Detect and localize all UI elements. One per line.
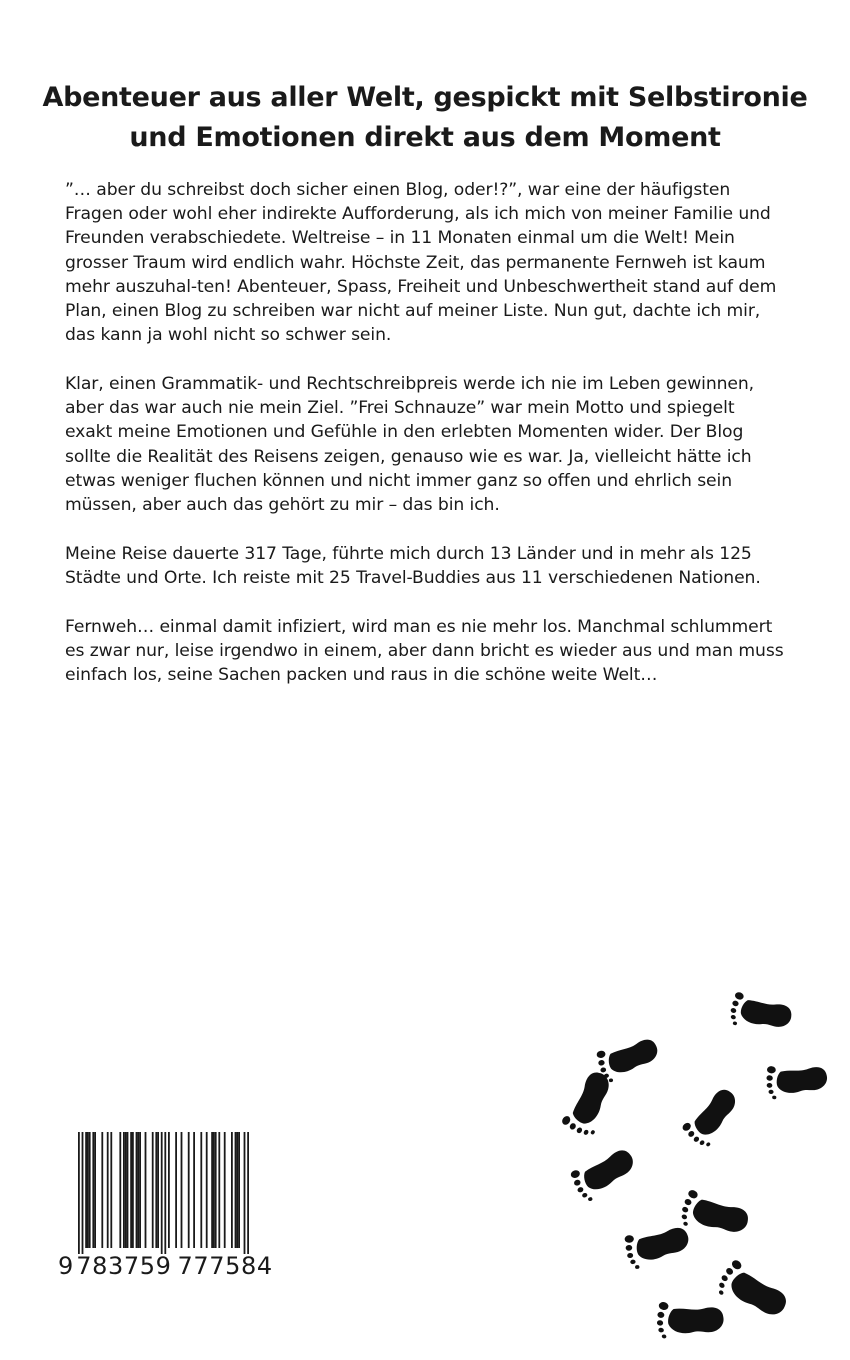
barcode-bar <box>168 1132 170 1248</box>
isbn-number <box>58 1252 273 1280</box>
blurb-paragraph-2: Klar, einen Grammatik- und Rechtschreibpreis werde ich nie im Leben gewinnen, aber das war auch nie mein Ziel. ”Frei Schnauze” war mein Motto und spiegelt exakt meine Emotionen und Gefühle in den erlebten Momenten wider. Der Blog sollte die Realität des Reisens zeigen, genauso wie es war. Ja, vielleicht hätte ich etwas weniger fluchen können und nicht immer ganz so offen und ehrlich sein müssen, aber auch das gehört zu mir – das bin ich. <box>65 373 755 515</box>
barcode-bar <box>181 1132 183 1248</box>
barcode-bar <box>155 1132 157 1248</box>
blurb-paragraph-3: Meine Reise dauerte 317 Tage, führte mich durch 13 Länder und in mehr als 125 Städte und Orte. Ich reiste mit 25 Travel-Buddies aus 11 verschiedenen Nationen. <box>65 543 761 588</box>
isbn-lead-digit: 9 <box>58 1252 74 1280</box>
barcode-bar <box>193 1132 195 1248</box>
barcode-bar <box>218 1132 220 1248</box>
barcode-bar <box>125 1132 127 1248</box>
barcode-bar <box>137 1132 139 1248</box>
barcode-bar <box>211 1132 213 1248</box>
barcode-bar <box>164 1132 166 1256</box>
barcode-bar <box>200 1132 202 1248</box>
barcode-bar <box>175 1132 177 1248</box>
barcode-bar <box>213 1132 215 1248</box>
blurb-text <box>65 178 785 687</box>
back-cover-headline <box>40 78 810 158</box>
barcode-bar <box>119 1132 121 1248</box>
footprint <box>558 1068 625 1141</box>
barcode-bar <box>247 1132 249 1256</box>
barcode-bar <box>188 1132 190 1248</box>
barcode-bar <box>110 1132 112 1248</box>
barcode-bar <box>235 1132 237 1248</box>
barcode-bar <box>236 1132 238 1248</box>
barcode-bar <box>231 1132 233 1248</box>
barcode-bar <box>130 1132 132 1248</box>
isbn-group-1: 783759 <box>76 1252 172 1280</box>
footprint <box>569 1147 641 1204</box>
barcode-bar <box>206 1132 208 1248</box>
barcode-bar <box>161 1132 163 1256</box>
barcode-bar <box>85 1132 87 1248</box>
footprint <box>624 1227 691 1270</box>
barcode-bar <box>82 1132 84 1256</box>
headline-line-1: Abenteuer aus aller Welt, gespickt mit Selbstironie <box>42 82 808 113</box>
barcode-bar <box>132 1132 134 1248</box>
footprints-illustration <box>540 980 850 1360</box>
barcode-bar <box>78 1132 80 1256</box>
isbn-group-2: 777584 <box>177 1252 273 1280</box>
barcode-bar <box>224 1132 226 1248</box>
barcode-bar <box>107 1132 109 1248</box>
barcode-bar <box>139 1132 141 1248</box>
barcode-bar <box>244 1132 246 1256</box>
barcode-bar <box>215 1132 217 1248</box>
barcode-bar <box>127 1132 129 1248</box>
barcode-bar <box>123 1132 125 1248</box>
isbn-barcode <box>58 1130 273 1280</box>
headline-line-2: und Emotionen direkt aus dem Moment <box>129 122 721 153</box>
barcode-bar <box>152 1132 154 1248</box>
barcode-bar <box>238 1132 240 1248</box>
barcode-bars <box>58 1130 254 1258</box>
barcode-bar <box>136 1132 138 1248</box>
barcode-bar <box>94 1132 96 1248</box>
barcode-bar <box>157 1132 159 1248</box>
barcode-bar <box>101 1132 103 1248</box>
footprint <box>653 1298 725 1348</box>
barcode-bar <box>145 1132 147 1248</box>
barcode-bar <box>89 1132 91 1248</box>
footprint <box>679 1086 748 1152</box>
footprint <box>764 1063 827 1104</box>
blurb-paragraph-4: Fernweh… einmal damit infiziert, wird man es nie mehr los. Manchmal schlummert es zwar nur, leise irgendwo in einem, aber dann bricht es wieder aus und man muss einfach los, seine Sachen packen und raus in die schöne weite Welt… <box>65 616 784 685</box>
barcode-bar <box>92 1132 94 1248</box>
barcode-bar <box>87 1132 89 1248</box>
blurb-paragraph-1: ”… aber du schreibst doch sicher einen Blog, oder!?”, war eine der häufigsten Fragen oder wohl eher indirekte Aufforderung, als ich mich von meiner Familie und Freunden verabschiedete. Weltreise – in 11 Monaten einmal um die Welt! Mein grosser Traum wird endlich wahr. Höchste Zeit, das permanente Fernweh ist kaum mehr auszuhal-ten! Abenteuer, Spass, Freiheit und Unbeschwertheit stand auf dem Plan, einen Blog zu schreiben war nicht auf meiner Liste. Nun gut, dachte ich mir, das kann ja wohl nicht so schwer sein. <box>65 180 777 346</box>
footprint <box>725 988 794 1042</box>
